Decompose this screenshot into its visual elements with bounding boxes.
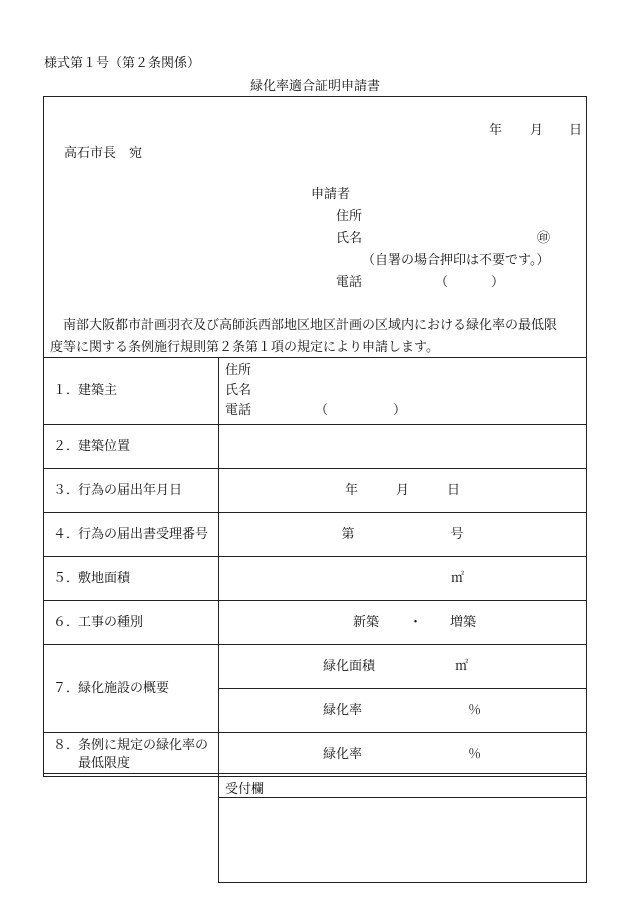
builder-phone-label: 電話 [225, 403, 252, 418]
notice-date-label: 行為の届出年月日 [78, 482, 183, 498]
location-value-cell [219, 425, 587, 469]
date-day-label: 日 [569, 123, 583, 138]
row-number: ７． [53, 680, 80, 696]
row-minimum-rate [44, 733, 587, 777]
number-prefix: 第 [341, 526, 355, 542]
builder-phone-paren: （ ） [315, 403, 407, 418]
receipt-box [218, 774, 587, 883]
builder-name-label: 氏名 [225, 383, 252, 398]
row-builder [44, 358, 587, 425]
notice-year-label: 年 [344, 482, 358, 498]
seal-note: （自署の場合押印は不要です。） [362, 253, 550, 268]
site-area-label: 敷地面積 [78, 570, 131, 586]
statement-line-1: 南部大阪都市計画羽衣及び高師浜西部地区地区計画の区域内における緑化率の最低限 [50, 318, 558, 333]
receipt-label: 受付欄 [219, 774, 586, 798]
row-number: ４． [53, 526, 80, 542]
statement-line-2: 度等に関する条例施行規則第２条第１項の規定により申請します。 [50, 340, 439, 355]
date-month-label: 月 [530, 123, 544, 138]
site-area-label-cell [44, 557, 219, 601]
document-title: 緑化率適合証明申請書 [249, 79, 380, 94]
date-year-label: 年 [489, 123, 503, 138]
row-site-area [44, 557, 587, 601]
greening-area-unit: ㎡ [455, 658, 469, 674]
work-type-value-cell [219, 601, 587, 645]
applicant-phone-label: 電話 [336, 275, 363, 290]
builder-label: 建築主 [78, 383, 118, 399]
form-number: 様式第１号（第２条関係） [44, 56, 201, 71]
receipt-number-label: 行為の届出書受理番号 [78, 526, 209, 542]
items-table [43, 357, 587, 777]
work-type-new: 新築 [352, 614, 379, 630]
phone-paren-open: （ [435, 275, 449, 290]
work-type-separator: ・ [408, 614, 422, 630]
minimum-rate-value-cell [219, 733, 587, 777]
row-receipt-number [44, 513, 587, 557]
number-suffix: 号 [450, 526, 464, 542]
site-area-value-cell [219, 557, 587, 601]
row-number: ２． [53, 438, 80, 454]
row-number: ３． [53, 482, 80, 498]
greening-rate-unit: ％ [468, 702, 482, 718]
greening-label: 緑化施設の概要 [78, 680, 170, 696]
applicant-name-label: 氏名 [336, 231, 363, 246]
notice-date-label-cell [44, 469, 219, 513]
receipt-number-value-cell [219, 513, 587, 557]
minimum-rate-label: 緑化率 [323, 746, 363, 762]
work-type-extension: 増築 [450, 614, 477, 630]
row-number: ８． [53, 737, 80, 753]
row-greening-area [44, 645, 587, 689]
work-type-label: 工事の種別 [78, 614, 144, 630]
receipt-number-label-cell [44, 513, 219, 557]
work-type-label-cell [44, 601, 219, 645]
builder-label-cell [44, 358, 219, 425]
applicant-address-label: 住所 [336, 209, 363, 224]
applicant-heading: 申請者 [311, 187, 351, 202]
seal-mark: ㊞ [537, 231, 551, 246]
minimum-rate-label-line-2: 最低限度 [78, 755, 131, 771]
notice-month-label: 月 [395, 482, 409, 498]
notice-day-label: 日 [447, 482, 461, 498]
minimum-rate-label-cell [44, 733, 219, 777]
location-label-cell [44, 425, 219, 469]
location-label: 建築位置 [78, 438, 131, 454]
row-number: ５． [53, 570, 80, 586]
builder-phone-line [225, 401, 586, 421]
minimum-rate-label-line-1: 条例に規定の緑化率の [78, 737, 209, 753]
builder-value-cell [219, 358, 587, 425]
application-form [43, 96, 587, 774]
addressee: 高石市長 宛 [64, 146, 143, 161]
row-number: ６． [53, 614, 80, 630]
greening-rate-label: 緑化率 [323, 702, 363, 718]
greening-area-label: 緑化面積 [323, 658, 376, 674]
greening-rate-cell [219, 689, 587, 733]
notice-date-value-cell [219, 469, 587, 513]
minimum-rate-unit: ％ [468, 746, 482, 762]
greening-label-cell [44, 645, 219, 733]
row-notice-date [44, 469, 587, 513]
row-work-type [44, 601, 587, 645]
phone-paren-close: ） [491, 275, 505, 290]
row-number: １． [53, 383, 80, 399]
site-area-unit: ㎡ [451, 570, 465, 586]
greening-area-cell [219, 645, 587, 689]
row-location [44, 425, 587, 469]
builder-address-label: 住所 [225, 363, 252, 378]
